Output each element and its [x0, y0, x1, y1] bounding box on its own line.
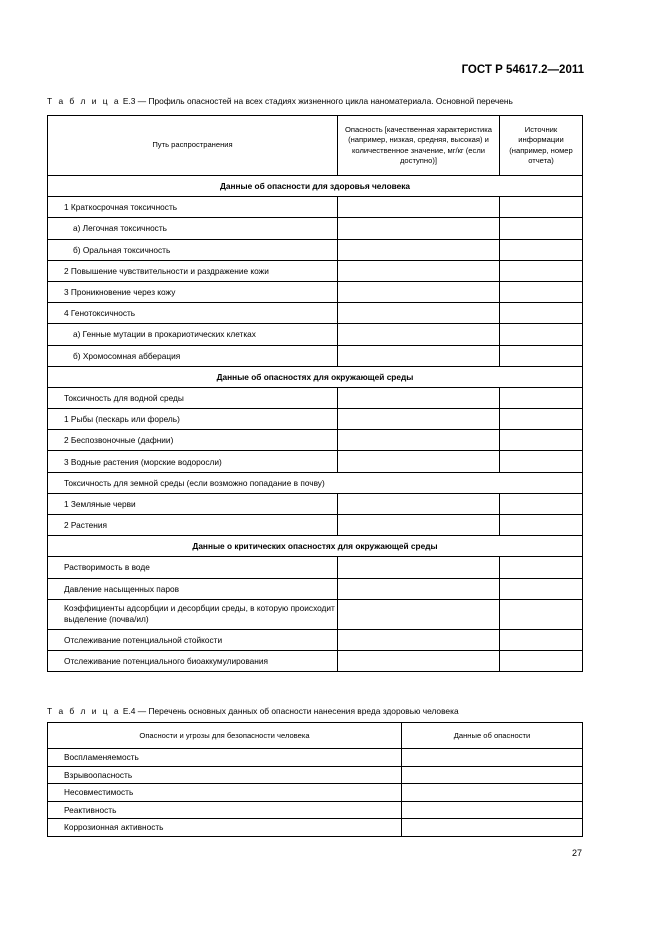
section-row: [48, 536, 583, 557]
hazard-data-cell[interactable]: [402, 819, 583, 837]
hazard-cell[interactable]: [338, 515, 500, 536]
col-header-path: Путь распространения: [48, 116, 338, 176]
source-cell[interactable]: [500, 493, 583, 514]
row-label: 1 Краткосрочная токсичность: [48, 197, 338, 218]
hazard-data-cell[interactable]: [402, 766, 583, 784]
hazard-cell[interactable]: [338, 578, 500, 599]
row-label: 2 Растения: [48, 515, 338, 536]
source-cell[interactable]: [500, 239, 583, 260]
hazard-cell[interactable]: [338, 239, 500, 260]
source-cell[interactable]: [500, 557, 583, 578]
row-label: 3 Водные растения (морские водоросли): [48, 451, 338, 472]
table-row: [48, 578, 583, 599]
col-header-hazards-threats: Опасности и угрозы для безопасности человека: [48, 723, 402, 749]
table-row: [48, 515, 583, 536]
hazard-data-cell[interactable]: [402, 749, 583, 767]
table-row: [48, 303, 583, 324]
row-label: 3 Проникновение через кожу: [48, 281, 338, 302]
row-label: 1 Рыбы (пескарь или форель): [48, 409, 338, 430]
row-label: б) Хромосомная абберация: [48, 345, 338, 366]
row-label: Отслеживание потенциальной стойкости: [48, 629, 338, 650]
table-row: [48, 239, 583, 260]
source-cell[interactable]: [500, 409, 583, 430]
col-header-hazard-data: Данные об опасности: [402, 723, 583, 749]
table-e4: [47, 722, 583, 837]
source-cell[interactable]: [500, 578, 583, 599]
hazard-cell[interactable]: [338, 218, 500, 239]
table-row: [48, 281, 583, 302]
table-row: [48, 650, 583, 671]
source-cell[interactable]: [500, 281, 583, 302]
row-label: а) Генные мутации в прокариотических клетках: [48, 324, 338, 345]
table-row: [48, 784, 583, 802]
section-row: [48, 366, 583, 387]
source-cell[interactable]: [500, 303, 583, 324]
row-label: 4 Генотоксичность: [48, 303, 338, 324]
table-row: [48, 766, 583, 784]
row-label: 2 Беспозвоночные (дафнии): [48, 430, 338, 451]
standard-number: ГОСТ Р 54617.2—2011: [461, 64, 584, 76]
source-cell[interactable]: [500, 515, 583, 536]
table-e3-header-row: [48, 116, 583, 176]
row-label: Коэффициенты адсорбции и десорбции среды, в которую происходит выделение (почва/ил): [48, 599, 338, 629]
hazard-cell[interactable]: [338, 557, 500, 578]
source-cell[interactable]: [500, 599, 583, 629]
hazard-cell[interactable]: [338, 409, 500, 430]
row-label: б) Оральная токсичность: [48, 239, 338, 260]
section-title: Данные об опасности для здоровья человека: [48, 176, 583, 197]
row-label: 2 Повышение чувствительности и раздражение кожи: [48, 260, 338, 281]
table-row: [48, 557, 583, 578]
row-label: Воспламеняемость: [48, 749, 402, 767]
table-e4-caption: [47, 706, 459, 716]
hazard-cell[interactable]: [338, 599, 500, 629]
source-cell[interactable]: [500, 650, 583, 671]
hazard-cell[interactable]: [338, 324, 500, 345]
table-row: [48, 472, 583, 493]
row-label: Несовместимость: [48, 784, 402, 802]
hazard-cell[interactable]: [338, 430, 500, 451]
hazard-cell[interactable]: [338, 629, 500, 650]
table-row: [48, 387, 583, 408]
table-e3-caption-text: Е.3 — Профиль опасностей на всех стадиях жизненного цикла наноматериала. Основной перечень: [122, 96, 513, 106]
table-e3-caption: [47, 96, 513, 106]
table-e3: [47, 115, 583, 672]
source-cell[interactable]: [500, 197, 583, 218]
row-label: Давление насыщенных паров: [48, 578, 338, 599]
table-e4-header-row: [48, 723, 583, 749]
table-row: [48, 801, 583, 819]
table-e4-caption-label: Т а б л и ц а: [47, 706, 121, 716]
source-cell[interactable]: [500, 430, 583, 451]
table-row: [48, 749, 583, 767]
source-cell[interactable]: [500, 324, 583, 345]
hazard-cell[interactable]: [338, 387, 500, 408]
col-header-source: Источник информации (например, номер отчета): [500, 116, 583, 176]
table-row: [48, 324, 583, 345]
hazard-cell[interactable]: [338, 650, 500, 671]
table-row: [48, 451, 583, 472]
section-title: Данные о критических опасностях для окружающей среды: [48, 536, 583, 557]
hazard-data-cell[interactable]: [402, 801, 583, 819]
table-row: [48, 629, 583, 650]
table-row: [48, 493, 583, 514]
hazard-cell[interactable]: [338, 493, 500, 514]
table-row: [48, 218, 583, 239]
table-e4-caption-text: Е.4 — Перечень основных данных об опасности нанесения вреда здоровью человека: [122, 706, 459, 716]
table-row: [48, 260, 583, 281]
row-label: Коррозионная активность: [48, 819, 402, 837]
source-cell[interactable]: [500, 387, 583, 408]
source-cell[interactable]: [500, 345, 583, 366]
table-row: [48, 197, 583, 218]
table-row: [48, 430, 583, 451]
hazard-data-cell[interactable]: [402, 784, 583, 802]
page-number: 27: [571, 848, 582, 858]
source-cell[interactable]: [500, 629, 583, 650]
table-e3-caption-label: Т а б л и ц а: [47, 96, 121, 106]
row-label: Взрывоопасность: [48, 766, 402, 784]
row-label: а) Легочная токсичность: [48, 218, 338, 239]
hazard-cell[interactable]: [338, 281, 500, 302]
section-title: Данные об опасностях для окружающей среды: [48, 366, 583, 387]
row-label: Токсичность для земной среды (если возможно попадание в почву): [48, 472, 583, 493]
section-row: [48, 176, 583, 197]
source-cell[interactable]: [500, 218, 583, 239]
hazard-cell[interactable]: [338, 451, 500, 472]
row-label: Реактивность: [48, 801, 402, 819]
row-label: Отслеживание потенциального биоаккумулирования: [48, 650, 338, 671]
table-row: [48, 819, 583, 837]
row-label: Токсичность для водной среды: [48, 387, 338, 408]
row-label: 1 Земляные черви: [48, 493, 338, 514]
col-header-hazard: Опасность [качественная характеристика (например, низкая, средняя, высокая) и количественное значение, мг/кг (если доступно)]: [338, 116, 500, 176]
hazard-cell[interactable]: [338, 303, 500, 324]
hazard-cell[interactable]: [338, 197, 500, 218]
source-cell[interactable]: [500, 451, 583, 472]
table-row: [48, 599, 583, 629]
row-label: Растворимость в воде: [48, 557, 338, 578]
table-row: [48, 345, 583, 366]
hazard-cell[interactable]: [338, 345, 500, 366]
table-row: [48, 409, 583, 430]
source-cell[interactable]: [500, 260, 583, 281]
hazard-cell[interactable]: [338, 260, 500, 281]
